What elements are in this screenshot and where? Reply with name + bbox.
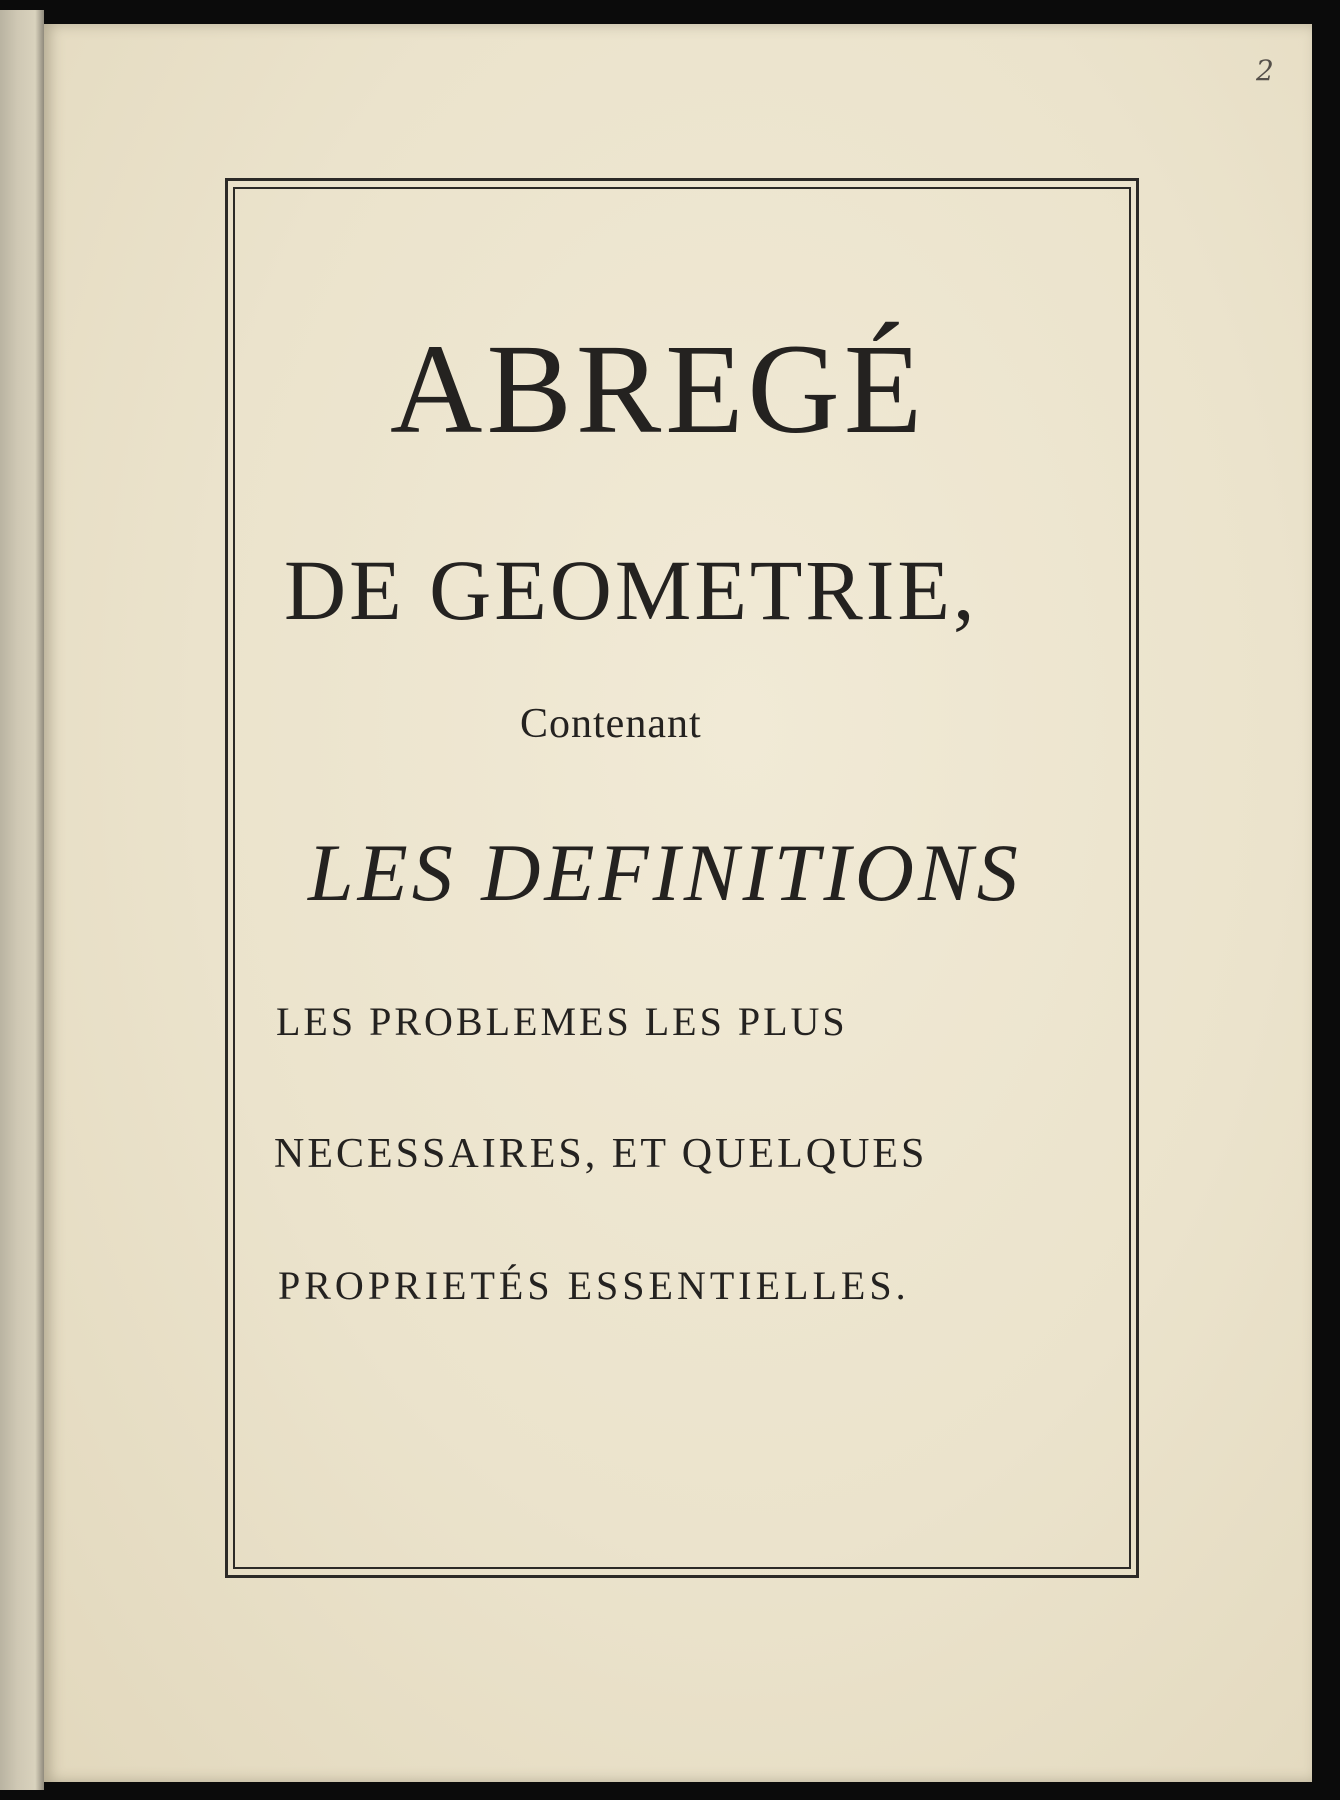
contenant-label: Contenant bbox=[520, 701, 702, 747]
definitions-heading: LES DEFINITIONS bbox=[308, 827, 1022, 918]
description-line-1: LES PROBLEMES LES PLUS bbox=[276, 999, 848, 1044]
subtitle-geometrie: DE GEOMETRIE, bbox=[284, 542, 978, 638]
description-line-2: NECESSAIRES, ET QUELQUES bbox=[274, 1131, 928, 1177]
title-abrege: ABREGÉ bbox=[390, 318, 926, 460]
book-spine-edge bbox=[0, 10, 44, 1790]
description-line-3: PROPRIETÉS ESSENTIELLES. bbox=[278, 1263, 910, 1308]
page-number: 2 bbox=[1256, 54, 1274, 87]
